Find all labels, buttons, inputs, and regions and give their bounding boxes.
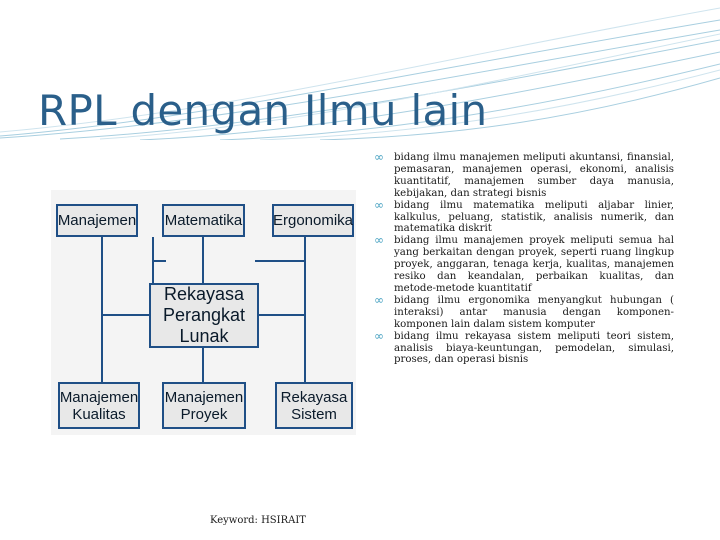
bullet-text: bidang ilmu rekayasa sistem meliputi teori sistem, analisis biaya-keuntungan, pemodelan, simulasi, proses, dan operasi bisnis — [394, 330, 674, 366]
bullet-item — [374, 152, 674, 200]
box-manajemen — [56, 204, 138, 237]
infinity-bullet-icon: ∞ — [374, 197, 384, 212]
box-rekayasa-perangkat-lunak — [149, 283, 259, 348]
kualitas-line2: Kualitas — [72, 405, 126, 423]
infinity-bullet-icon: ∞ — [374, 328, 384, 343]
kualitas-line1: Manajemen — [59, 388, 139, 406]
box-manajemen-proyek — [162, 382, 246, 429]
box-rekayasa-sistem — [275, 382, 353, 429]
proyek-line2: Proyek — [180, 405, 228, 423]
bullet-item — [374, 292, 674, 331]
infinity-bullet-icon: ∞ — [374, 150, 384, 164]
box-manajemen-label: Manajemen — [57, 212, 137, 229]
bullet-text: bidang ilmu matematika meliputi aljabar linier, kalkulus, peluang, statistik, analisis numerik, dan matematika diskrit — [394, 199, 674, 235]
slide-title: RPL dengan Ilmu lain — [38, 86, 488, 135]
bullet-text: bidang ilmu ergonomika menyangkut hubungan ( interaksi) antar manusia dengan komponen-komponen lain dalam sistem komputer — [394, 294, 674, 330]
bullet-text: bidang ilmu manajemen proyek meliputi semua hal yang berkaitan dengan proyek, seperti ruang lingkup proyek, anggaran, tenaga kerja, kualitas, manajemen resiko dan keandalan, perbaikan kualitas, dan metode-metode kuantitatif — [394, 235, 674, 294]
center-line1: Rekayasa — [163, 284, 245, 304]
diagram — [51, 190, 356, 435]
box-ergonomika-label: Ergonomika — [272, 212, 354, 229]
bullet-item — [374, 197, 674, 236]
footer-keyword: Keyword: HSIRAIT — [210, 515, 306, 526]
bullet-item — [374, 328, 674, 367]
box-matematika — [162, 204, 245, 237]
infinity-bullet-icon: ∞ — [374, 292, 384, 307]
title-bar — [0, 0, 720, 140]
box-manajemen-kualitas — [58, 382, 140, 429]
sistem-line2: Sistem — [291, 405, 337, 423]
sistem-line1: Rekayasa — [280, 388, 348, 406]
box-ergonomika — [272, 204, 354, 237]
bullet-list — [374, 152, 674, 366]
bullet-item — [374, 235, 674, 295]
box-matematika-label: Matematika — [164, 212, 243, 229]
bullet-text: bidang ilmu manajemen meliputi akuntansi, finansial, pemasaran, manajemen operasi, ekonomi, analisis kuantitatif, manajemen sumber daya manusia, kebijakan, dan strategi bisnis — [394, 152, 674, 199]
infinity-bullet-icon: ∞ — [374, 233, 384, 248]
proyek-line1: Manajemen — [164, 388, 244, 406]
center-line2: Perangkat Lunak — [162, 305, 246, 346]
